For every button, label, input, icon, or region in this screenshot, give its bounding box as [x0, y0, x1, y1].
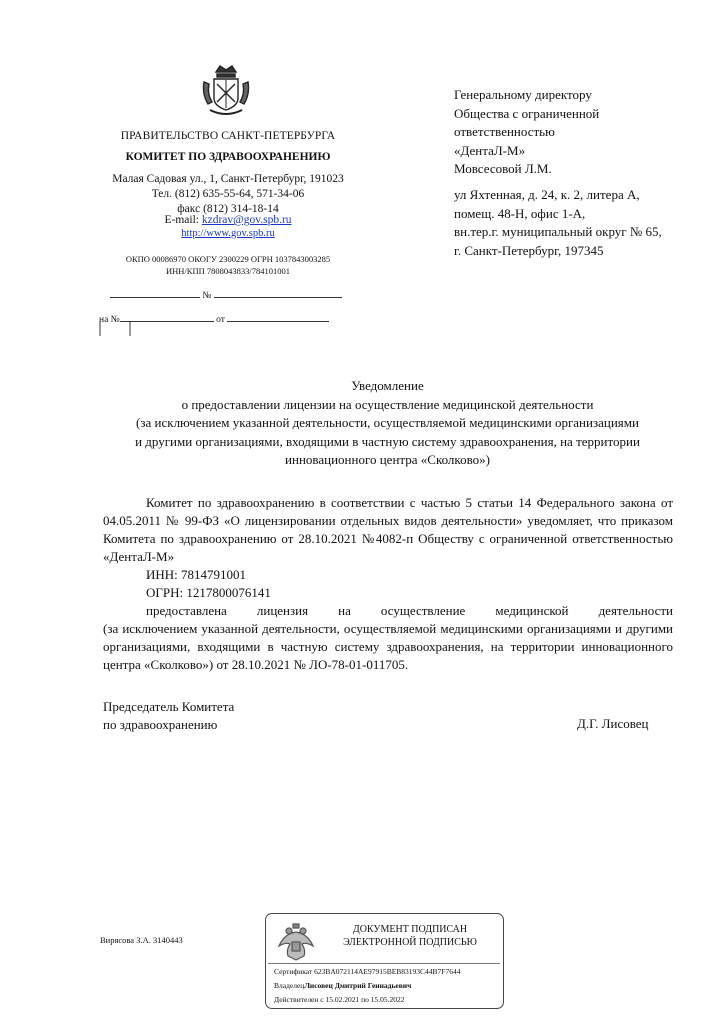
granted-line: предоставлена лицензия на осуществление медицинской деятельности: [146, 603, 673, 618]
esig-owner-value: Лисовец Дмитрий Геннадьевич: [304, 981, 412, 990]
recipient-line: Мовсесовой Л.М.: [454, 161, 552, 176]
sender-contacts: [100, 172, 356, 217]
recipient-address: [454, 186, 704, 260]
outgoing-registration-line: [110, 288, 342, 301]
outgoing-number-sign: №: [202, 291, 212, 301]
recipient-address-line: вн.тер.г. муниципальный округ № 65,: [454, 224, 662, 239]
recipient-address-line: ул Яхтенная, д. 24, к. 2, литера А,: [454, 187, 640, 202]
signatory-position: [103, 698, 234, 734]
title-line: инновационного центра «Сколково»): [285, 452, 490, 467]
recipient-address-line: г. Санкт-Петербург, 197345: [454, 242, 604, 258]
esig-cert-value: 623BA072114AE97915BEB83193C44B7F7644: [314, 967, 461, 976]
title-line: о предоставлении лицензии на осуществление медицинской деятельности: [181, 396, 594, 412]
esig-owner-label: Владелец: [274, 981, 305, 990]
outgoing-number-blank: [214, 288, 342, 298]
recipient-line: ответственностью: [454, 124, 555, 139]
esig-certificate: [274, 967, 460, 976]
recipient-line: Общества с ограниченной: [454, 105, 600, 121]
title-line: и другими организациями, входящими в частную систему здравоохранения, на территории: [135, 433, 640, 449]
sender-committee-name: КОМИТЕТ ПО ЗДРАВООХРАНЕНИЮ: [125, 151, 331, 163]
title-heading: Уведомление: [351, 378, 424, 393]
incoming-registration-line: [99, 312, 329, 325]
esig-title-line: ЭЛЕКТРОННОЙ ПОДПИСЬЮ: [343, 937, 477, 948]
esig-owner: [274, 981, 411, 990]
executor-line: Вирясова З.А. 3140443: [100, 935, 183, 945]
sender-codes-line2: ИНН/КПП 7808043833/784101001: [166, 266, 290, 276]
body-paragraph: Комитет по здравоохранению в соответствии с частью 5 статьи 14 Федерального закона от 04.05.2011 № 99-ФЗ «О лицензировании отдельных видов деятельности» уведомляет, что приказом Комитета по здравоохранению от 28.10.2021 №4082-п Обществу с ограниченной ответственностью «ДентаЛ-М»: [103, 495, 673, 564]
sender-site-line: [100, 228, 356, 239]
incoming-number-label: на №: [99, 315, 120, 325]
email-link[interactable]: kzdrav@gov.spb.ru: [201, 214, 292, 226]
sender-address: Малая Садовая ул., 1, Санкт-Петербург, 191023: [112, 173, 344, 185]
recipient-block: [454, 86, 704, 179]
sender-email-line: [100, 214, 356, 226]
incoming-number-blank: [120, 312, 214, 322]
esig-validity: Действителен с 15.02.2021 по 15.05.2022: [274, 995, 405, 1004]
email-label: E-mail:: [164, 214, 199, 226]
recipient-line: Генеральному директору: [454, 87, 592, 102]
ogrn-line: ОГРН: 1217800076141: [146, 585, 271, 600]
esig-divider: [268, 963, 500, 964]
incoming-date-blank: [227, 312, 329, 322]
electronic-signature-stamp: [265, 913, 504, 1009]
granted-continuation: (за исключением указанной деятельности, осуществляемой медицинскими организациями и другими организациями, входящими в частную систему здравоохранения, на территории инновационного центра «Сколково») от 28.10.2021 № ЛО-78-01-011705.: [103, 621, 673, 672]
position-line: Председатель Комитета: [103, 699, 235, 714]
sender-fax: факс (812) 314-18-14: [177, 203, 279, 215]
double-headed-eagle-icon: [276, 920, 316, 964]
outgoing-date-blank: [110, 288, 200, 298]
signatory-name: Д.Г. Лисовец: [577, 716, 649, 731]
esig-cert-label: Сертификат: [274, 967, 313, 976]
sender-government-name: ПРАВИТЕЛЬСТВО САНКТ-ПЕТЕРБУРГА: [120, 130, 336, 142]
website-link[interactable]: http://www.gov.spb.ru: [181, 228, 275, 239]
document-title: [95, 377, 680, 470]
document-body: [103, 494, 673, 674]
esig-title-line: ДОКУМЕНТ ПОДПИСАН: [352, 924, 468, 935]
esig-title: [330, 923, 490, 949]
title-line: (за исключением указанной деятельности, осуществляемой медицинскими организациями: [136, 415, 639, 430]
position-line: по здравоохранению: [103, 717, 218, 732]
sender-codes: [92, 253, 364, 277]
corner-marks: [99, 322, 133, 336]
sender-phone: Тел. (812) 635-55-64, 571-34-06: [151, 188, 305, 200]
recipient-line: «ДентаЛ-М»: [454, 142, 526, 158]
incoming-date-label: от: [216, 315, 225, 325]
spb-coat-of-arms-icon: [200, 62, 252, 120]
recipient-address-line: помещ. 48-Н, офис 1-А,: [454, 205, 586, 221]
sender-codes-line1: ОКПО 00086970 ОКОГУ 2300229 ОГРН 1037843003285: [125, 254, 331, 264]
inn-line: ИНН: 7814791001: [146, 567, 247, 582]
